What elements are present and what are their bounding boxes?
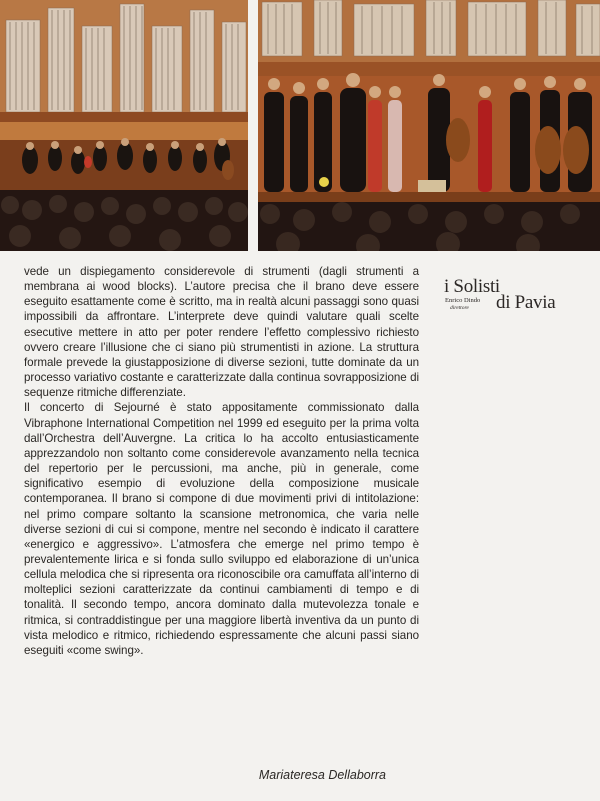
logo-line-1: i Solisti [444,276,500,297]
logo-line-2: di Pavia [496,292,556,313]
concert-photo-left [0,0,248,251]
concert-photo-right [258,0,600,251]
logo-conductor: Enrico Dindo [445,297,481,304]
article-paragraph-1: vede un dispiegamento considerevole di strumenti (dagli strumenti a membrana ai wood blocks). L’autore precisa che il brano deve essere eseguito esattamente come è scritto, ma in realtà alcuni passaggi sono quasi impossibili da affrontare. L’interprete deve quindi valutare quali scelte esecutive mettere in atto per poter rendere l’effetto complessivo richiesto ovvero creare l’illusione che ci siano più strumentisti in azione. La struttura formale prevede la giustapposizione di diverse sezioni, tutte dominate da un processo variativo costante e caratterizzate dalla continua sovrapposizione di sequenze ritmiche differenziate. [24,265,419,400]
article-body [24,264,419,658]
article-author: Mariateresa Dellaborra [258,768,386,782]
logo-role: direttore [450,305,469,311]
ensemble-logo [444,276,574,316]
article-paragraph-2: Il concerto di Sejourné è stato appositamente commissionato dalla Vibraphone International Competition nel 1999 ed eseguito per la prima volta dall’Orchestra dell’Auvergne. La critica lo ha accolto entusiasticamente apprezzandolo non soltanto come considerevole avanzamento nella tecnica del repertorio per le percussioni, ma anche, più in generale, come significativo esempio di evoluzione della composizione musicale contemporanea. Il brano si compone di due movimenti privi di intitolazione: nel primo compare soltanto la scansione metronomica, che varia nelle diverse sezioni di cui si compone, mentre nel secondo è indicato il carattere «energico e aggressivo». L’atmosfera che emerge nel primo tempo è prevalentemente lirica e si fonda sullo sviluppo ed elaborazione di un’unica cellula melodica che si ripresenta ora riconoscibile ora camuffata all’interno di molteplici sezioni caratterizzate da continui cambiamenti di tempo e di tonalità. Il secondo tempo, ancora dominato dalla mutevolezza tonale e ritmica, si contraddistingue per una maggiore libertà inventiva da un punto di vista melodico e ritmico, richiedendo espressamente che alcuni passi siano eseguiti «come swing». [24,401,419,657]
